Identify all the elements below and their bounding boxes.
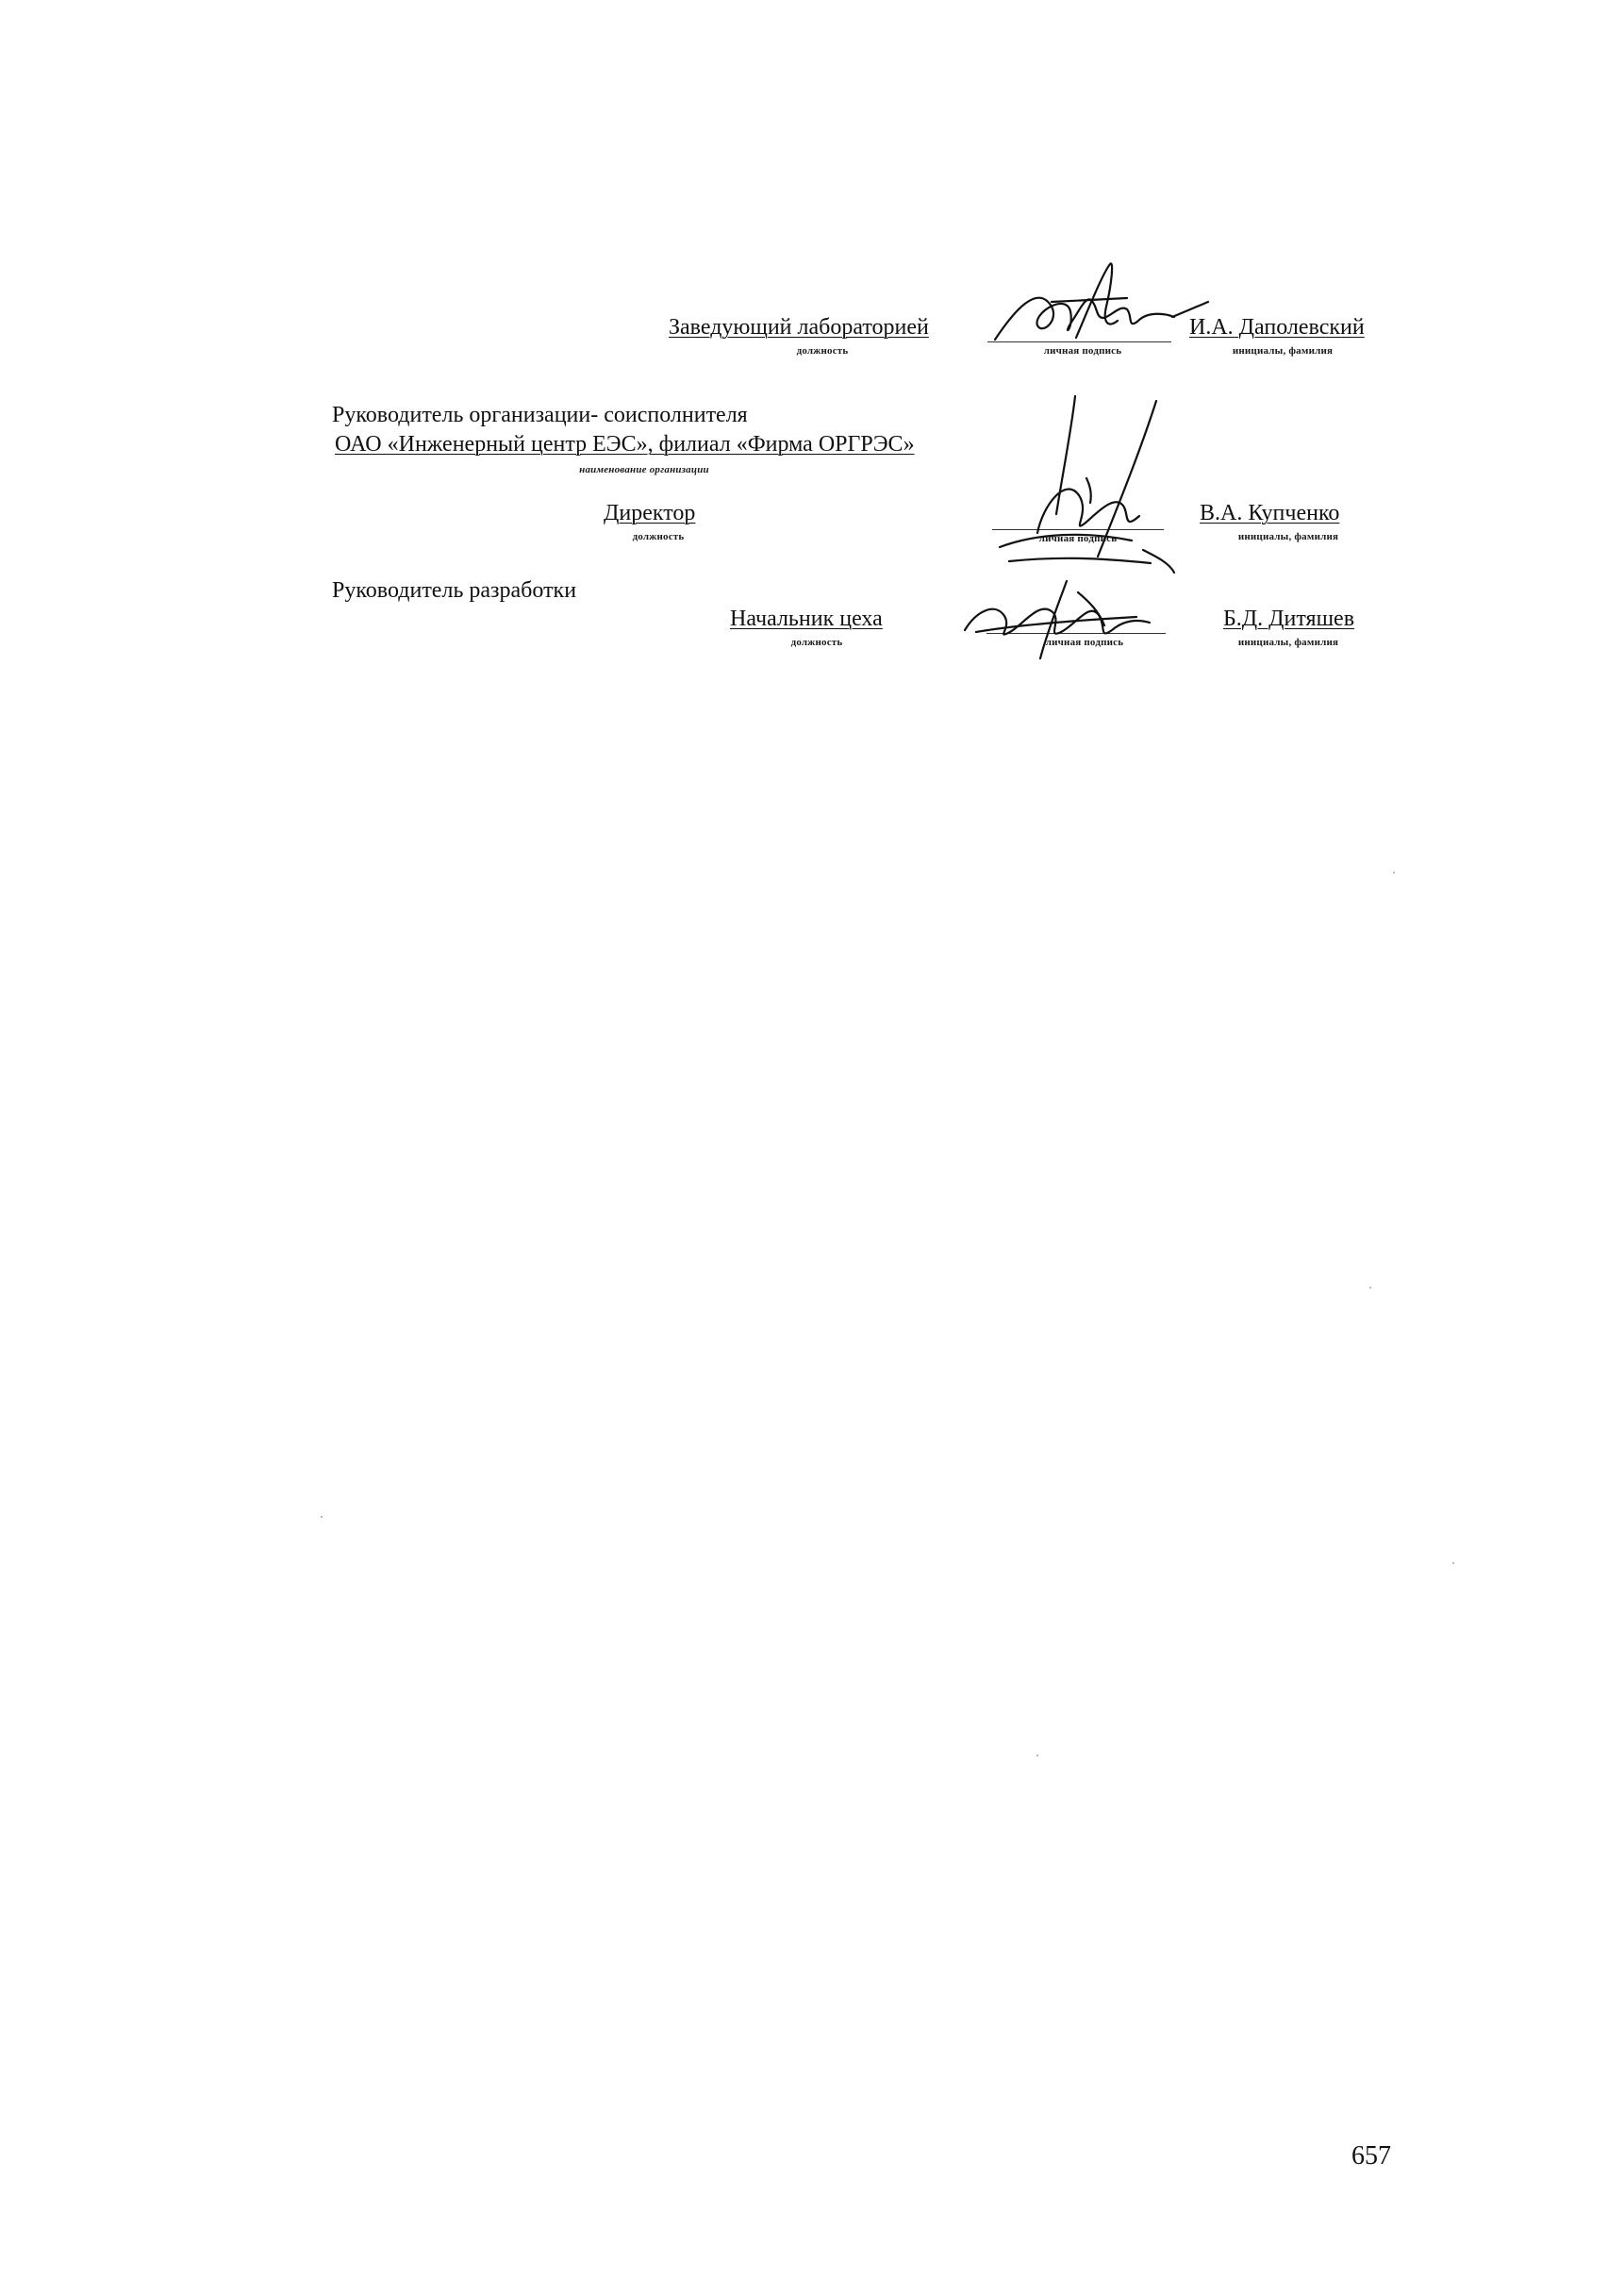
signature-caption: личная подпись [1038,533,1118,544]
organization-name: ОАО «Инженерный центр ЕЭС», филиал «Фирма ОРГРЭС» [335,432,915,457]
scan-speck [321,1516,323,1518]
signer-name-1: И.А. Даполевский [1189,315,1365,340]
position-shop-chief: Начальник цеха [730,607,883,631]
page-number: 657 [1351,2141,1391,2171]
position-head-of-laboratory: Заведующий лабораторией [669,315,929,340]
scan-speck [1452,1562,1454,1564]
name-caption: инициалы, фамилия [1237,637,1339,648]
signature-caption: личная подпись [1043,345,1122,357]
scan-speck [1036,1755,1038,1756]
signature-caption: личная подпись [1045,637,1124,648]
position-caption: должность [790,637,843,648]
role-heading-co-executor: Руководитель организации- соисполнителя [332,403,748,427]
name-caption: инициалы, фамилия [1237,531,1339,542]
signer-name-2: В.А. Купченко [1200,501,1340,525]
position-caption: должность [796,345,849,357]
handwritten-signature-2 [981,391,1198,580]
role-heading-development-lead: Руководитель разработки [332,578,577,603]
position-caption: должность [632,531,685,542]
handwritten-signature-1 [986,255,1212,349]
name-caption: инициалы, фамилия [1232,345,1334,357]
position-director: Директор [604,501,696,525]
scan-speck [1369,1287,1371,1289]
handwritten-signature-3 [957,574,1174,663]
scan-speck [1393,872,1395,873]
organization-caption: наименование организации [579,464,709,475]
signer-name-3: Б.Д. Дитяшев [1223,607,1355,631]
